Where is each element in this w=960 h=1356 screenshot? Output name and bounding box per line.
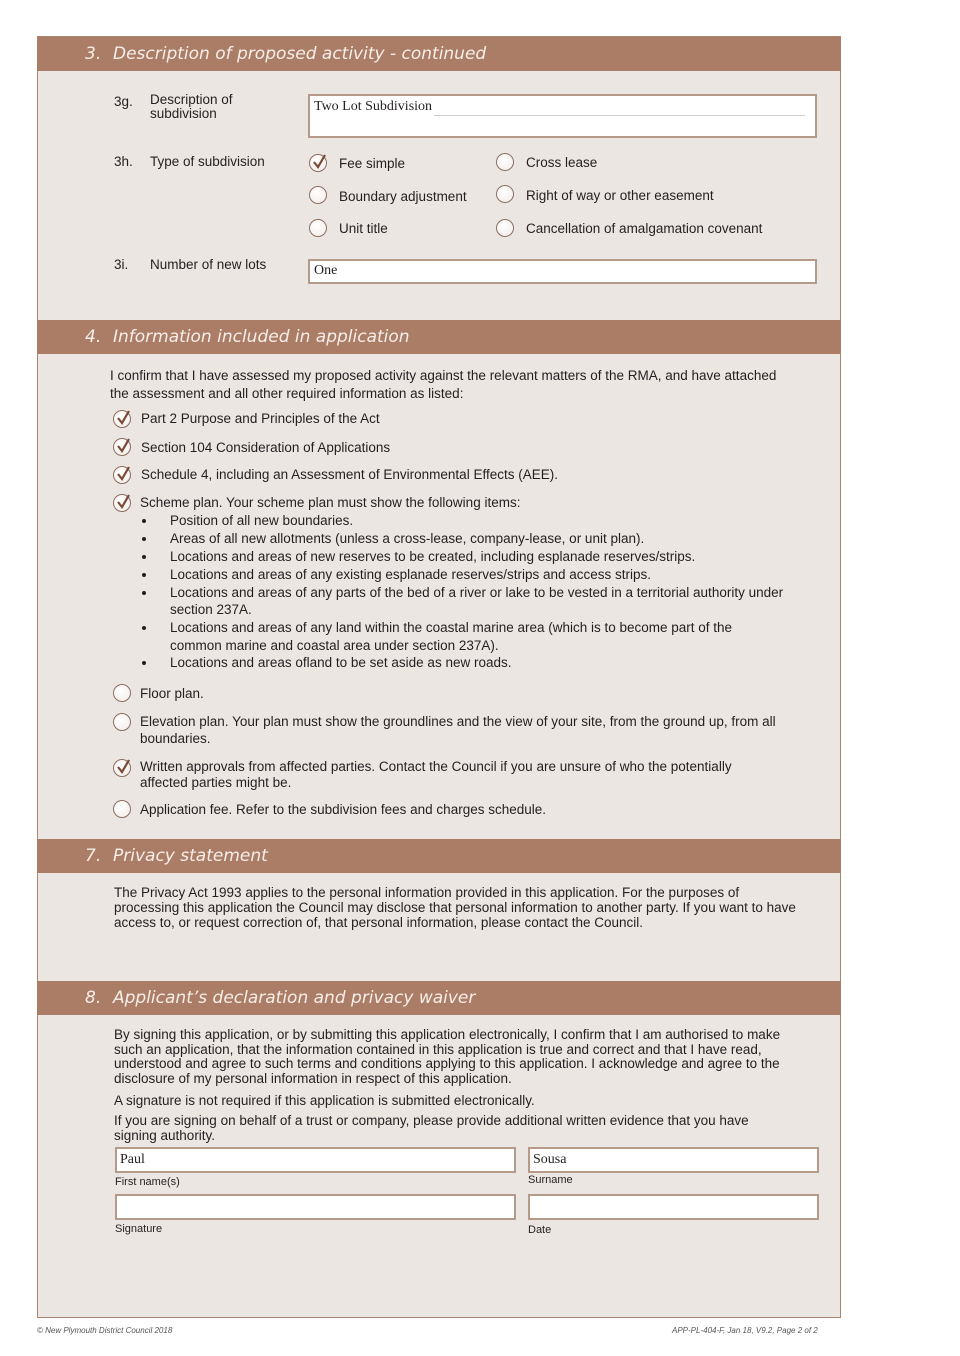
signature-field[interactable]	[115, 1194, 516, 1220]
elevation-plan-checkbox[interactable]	[113, 713, 131, 731]
fee-simple-radio[interactable]	[309, 154, 327, 172]
text-line: By signing this application, or by submitting this application electronically, I confirm that I am authorised to make	[114, 1027, 781, 1042]
q3g-label-line: Description of	[150, 92, 233, 107]
check-icon	[311, 154, 327, 170]
scheme-bullet-item: Locations and areas of any land within the coastal marine area (which is to become part of the	[170, 620, 733, 635]
q3g-number: 3g.	[114, 94, 133, 109]
written-approvals-checkbox[interactable]	[113, 759, 131, 777]
text-line: processing this application the Council may disclose that personal information to another party. If you want to have	[114, 900, 796, 915]
section-title: Applicant’s declaration and privacy waiver	[113, 988, 476, 1008]
surname-field[interactable]	[528, 1147, 819, 1173]
intro-line: I confirm that I have assessed my proposed activity against the relevant matters of the RMA, and have attached	[110, 368, 777, 383]
check-icon	[115, 466, 131, 482]
bullet	[142, 661, 146, 665]
section-8-header	[37, 981, 841, 1015]
scheme-bullet-item: Position of all new boundaries.	[170, 513, 354, 528]
section-title: Privacy statement	[113, 846, 268, 866]
signature-note: A signature is not required if this application is submitted electronically.	[114, 1093, 535, 1108]
label-line: boundaries.	[140, 731, 211, 746]
boundary-adjustment-radio[interactable]	[309, 186, 327, 204]
schedule4-checkbox[interactable]	[113, 466, 131, 484]
privacy-statement-text	[114, 885, 796, 930]
date-label: Date	[528, 1224, 552, 1236]
label-line: Elevation plan. Your plan must show the groundlines and the view of your site, from the ground up, from all	[140, 714, 776, 729]
bullet	[142, 519, 146, 523]
scheme-bullet-item: Areas of all new allotments (unless a cross-lease, company-lease, or unit plan).	[170, 531, 645, 546]
bullet	[142, 626, 146, 630]
signature-label: Signature	[115, 1223, 163, 1235]
first-name-field[interactable]	[115, 1147, 516, 1173]
section-3-header	[37, 37, 841, 71]
schedule4-label: Schedule 4, including an Assessment of Environmental Effects (AEE).	[141, 467, 558, 482]
text-line: signing authority.	[114, 1127, 216, 1143]
text-line: disclosure of my personal information in respect of this application.	[114, 1070, 512, 1086]
scheme-plan-checkbox[interactable]	[113, 494, 131, 512]
section-4-header	[37, 320, 841, 354]
text-line: understood and agree to such terms and conditions applying to this application. I acknowledge and agree to the	[114, 1056, 780, 1071]
check-icon	[115, 410, 131, 426]
field-value: Paul	[120, 1152, 145, 1167]
check-icon	[115, 438, 131, 454]
label-line: Written approvals from affected parties. Contact the Council if you are unsure of who the potentially	[140, 759, 732, 774]
label-line: affected parties might be.	[140, 775, 292, 790]
part2-checkbox[interactable]	[113, 410, 131, 428]
field-value: Sousa	[533, 1152, 567, 1167]
cancellation-covenant-label: Cancellation of amalgamation covenant	[526, 221, 763, 236]
boundary-adjustment-label: Boundary adjustment	[339, 189, 467, 204]
section-number: 7.	[85, 846, 102, 866]
q3h-label: Type of subdivision	[150, 154, 265, 169]
text-line: If you are signing on behalf of a trust or company, please provide additional written evidence that you have	[114, 1113, 749, 1128]
form-page	[37, 36, 841, 1318]
floor-plan-label: Floor plan.	[140, 686, 204, 701]
cross-lease-label: Cross lease	[526, 155, 598, 170]
bullet	[142, 591, 146, 595]
q3g-label-line: subdivision	[150, 106, 217, 121]
date-field[interactable]	[528, 1194, 819, 1220]
part2-label: Part 2 Purpose and Principles of the Act	[141, 411, 380, 426]
scheme-bullet-item-cont: common marine and coastal area under section 237A).	[170, 638, 499, 653]
text-line: access to, or request correction of, that personal information, please contact the Council.	[114, 915, 644, 930]
section104-label: Section 104 Consideration of Applications	[141, 440, 391, 455]
first-name-label: First name(s)	[115, 1176, 180, 1188]
section-title: Description of proposed activity - continued	[113, 44, 487, 64]
bullet	[142, 573, 146, 577]
text-line: such an application, that the information contained in this application is true and correct and that I have read,	[114, 1041, 762, 1057]
declaration-text	[114, 1028, 780, 1086]
floor-plan-checkbox[interactable]	[113, 684, 131, 702]
section104-checkbox[interactable]	[113, 438, 131, 456]
q3h-number: 3h.	[114, 154, 133, 169]
section-4-intro	[110, 367, 776, 403]
scheme-bullet-item: Locations and areas of new reserves to be created, including esplanade reserves/strips.	[170, 549, 696, 564]
cross-lease-radio[interactable]	[496, 153, 514, 171]
text-line: The Privacy Act 1993 applies to the personal information provided in this application. For the purposes of	[114, 885, 740, 900]
q3g-label	[150, 93, 233, 121]
fee-simple-label: Fee simple	[339, 156, 406, 171]
section-number: 3.	[85, 44, 102, 64]
written-approvals-label	[140, 759, 732, 791]
scheme-bullet-item-cont: section 237A.	[170, 602, 252, 617]
scheme-bullet-item: Locations and areas of any parts of the bed of a river or lake to be vested in a territorial authority under	[170, 585, 784, 600]
cancellation-covenant-radio[interactable]	[496, 219, 514, 237]
check-icon	[115, 494, 131, 510]
field-underline	[434, 115, 805, 116]
trust-company-note	[114, 1114, 749, 1143]
unit-title-radio[interactable]	[309, 219, 327, 237]
footer-form-id: APP-PL-404-F, Jan 18, V9.2, Page 2 of 2	[672, 1326, 818, 1335]
section-title: Information included in application	[113, 327, 410, 347]
right-of-way-radio[interactable]	[496, 185, 514, 203]
field-value: Two Lot Subdivision	[314, 99, 433, 114]
bullet	[142, 555, 146, 559]
field-value: One	[314, 263, 338, 278]
q3i-label: Number of new lots	[150, 257, 267, 272]
bullet	[142, 537, 146, 541]
intro-line: the assessment and all other required information as listed:	[110, 386, 464, 401]
q3i-number: 3i.	[114, 257, 129, 272]
surname-label: Surname	[528, 1174, 573, 1186]
unit-title-label: Unit title	[339, 221, 388, 236]
section-number: 4.	[85, 327, 102, 347]
check-icon	[115, 759, 131, 775]
footer-copyright: © New Plymouth District Council 2018	[37, 1326, 173, 1335]
number-of-new-lots-field[interactable]	[308, 259, 817, 284]
section-number: 8.	[85, 988, 102, 1008]
scheme-plan-label: Scheme plan. Your scheme plan must show the following items:	[140, 495, 521, 510]
description-of-subdivision-field[interactable]	[308, 94, 817, 138]
right-of-way-label: Right of way or other easement	[526, 188, 714, 203]
scheme-bullet-item: Locations and areas of any existing esplanade reserves/strips and access strips.	[170, 567, 652, 582]
elevation-plan-label	[140, 713, 776, 747]
scheme-bullet-item: Locations and areas ofland to be set aside as new roads.	[170, 655, 512, 670]
application-fee-label: Application fee. Refer to the subdivision fees and charges schedule.	[140, 802, 547, 817]
section-7-header	[37, 839, 841, 873]
application-fee-checkbox[interactable]	[113, 800, 131, 818]
